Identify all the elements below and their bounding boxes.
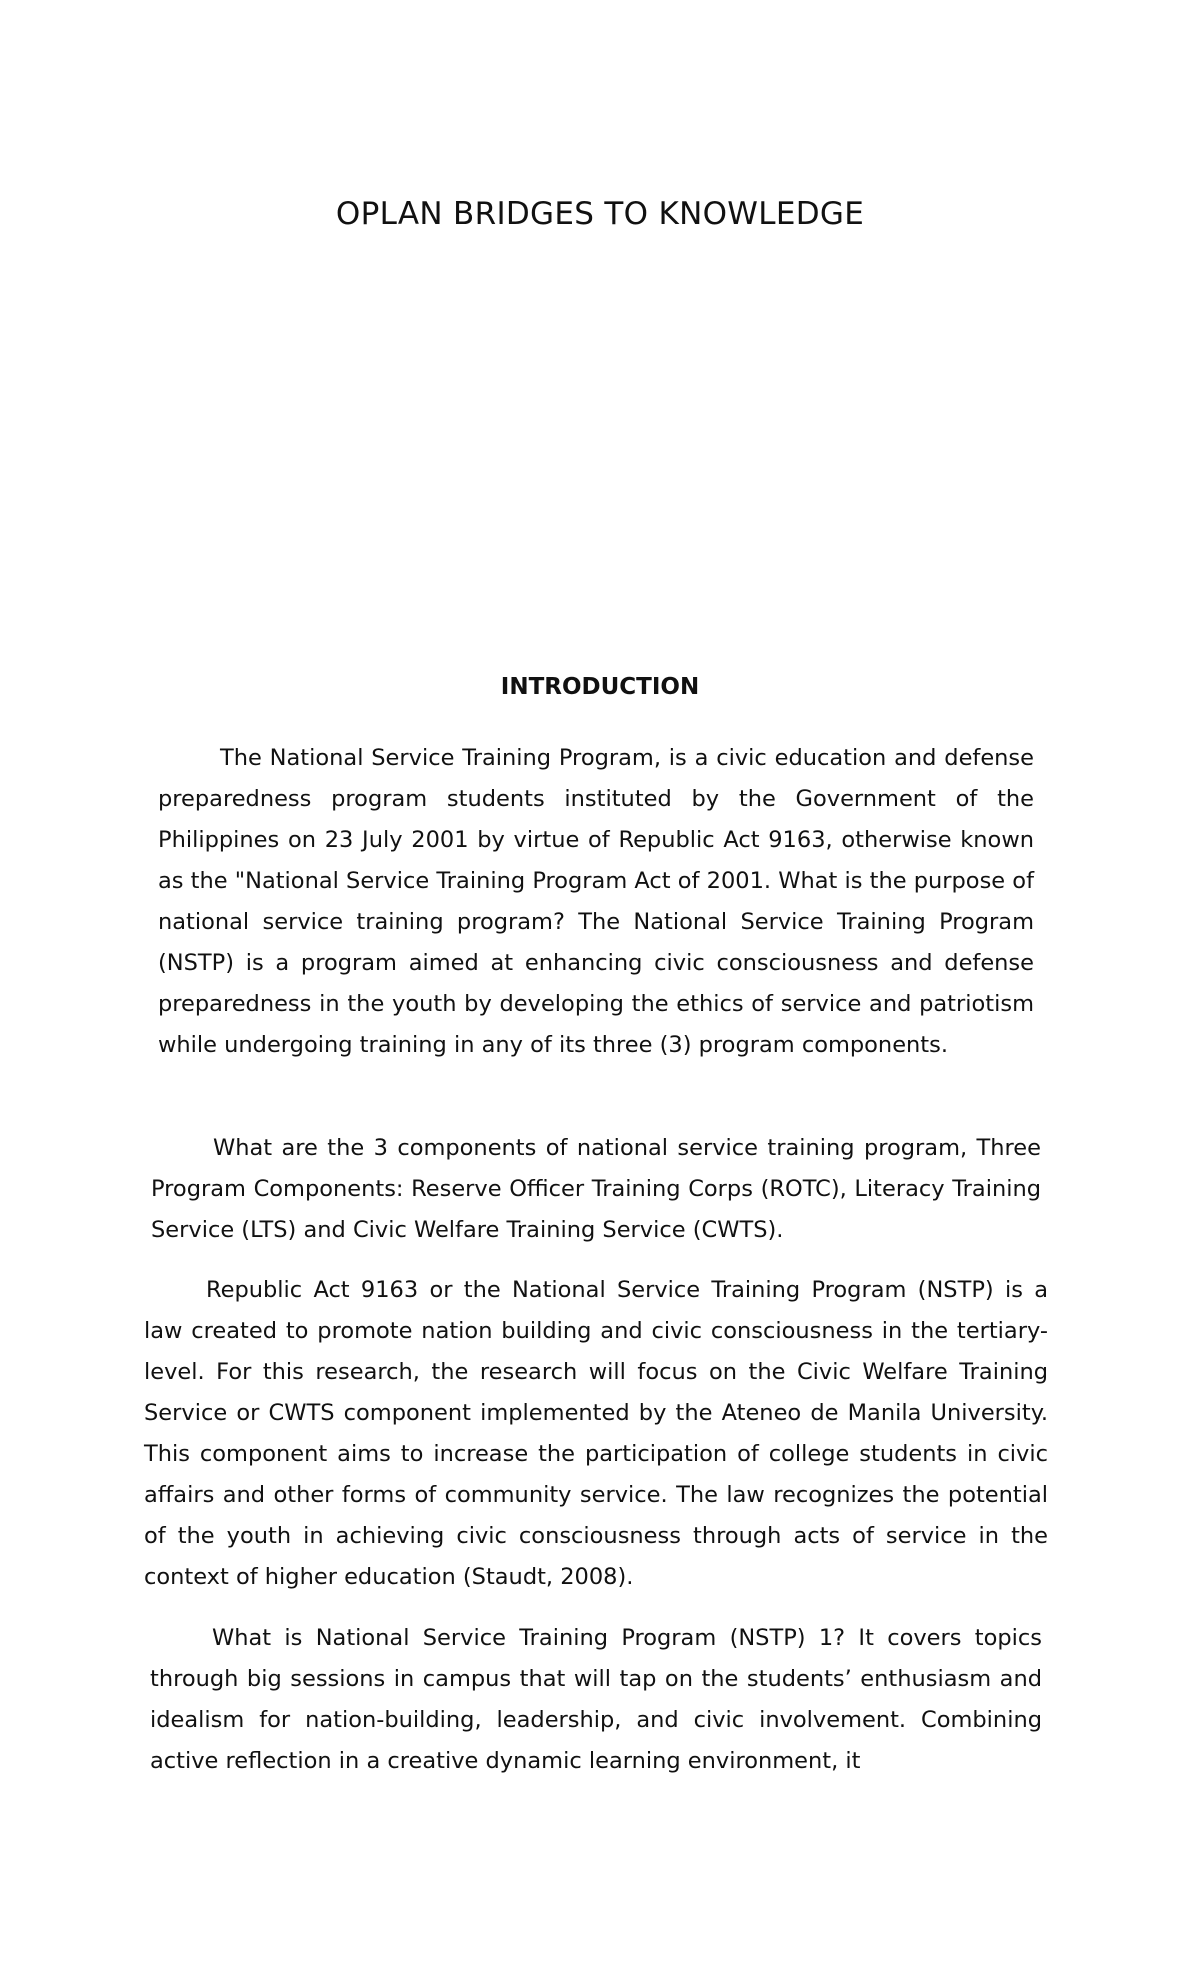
paragraph-nstp-1: What is National Service Training Program (NSTP) 1? It covers topics through big sessions in campus that will tap on the students’ enthusiasm and idealism for nation-building, leadership, and civic involvement. Combining active reflection in a creative dynamic learning environment, it (150, 1625, 1042, 1774)
section-heading-introduction: INTRODUCTION (500, 674, 700, 700)
paragraph-nstp-definition: The National Service Training Program, is a civic education and defense preparedness program students instituted by the Government of the Philippines on 23 July 2001 by virtue of Republic Act 9163, otherwise known as the "National Service Training Program Act of 2001. What is the purpose of national service training program? The National Service Training Program (NSTP) is a program aimed at enhancing civic consciousness and defense preparedness in the youth by developing the ethics of service and patriotism while undergoing training in any of its three (3) program components. (158, 745, 1034, 1058)
paragraph-republic-act: Republic Act 9163 or the National Service Training Program (NSTP) is a law created to promote nation building and civic consciousness in the tertiary-level. For this research, the research will focus on the Civic Welfare Training Service or CWTS component implemented by the Ateneo de Manila University. This component aims to increase the participation of college students in civic affairs and other forms of community service. The law recognizes the potential of the youth in achieving civic consciousness through acts of service in the context of higher education (Staudt, 2008). (144, 1277, 1048, 1590)
paragraph-nstp-components: What are the 3 components of national service training program, Three Program Components: Reserve Officer Training Corps (ROTC), Literacy Training Service (LTS) and Civic Welfare Training Service (CWTS). (151, 1135, 1041, 1243)
document-title: OPLAN BRIDGES TO KNOWLEDGE (335, 196, 865, 232)
